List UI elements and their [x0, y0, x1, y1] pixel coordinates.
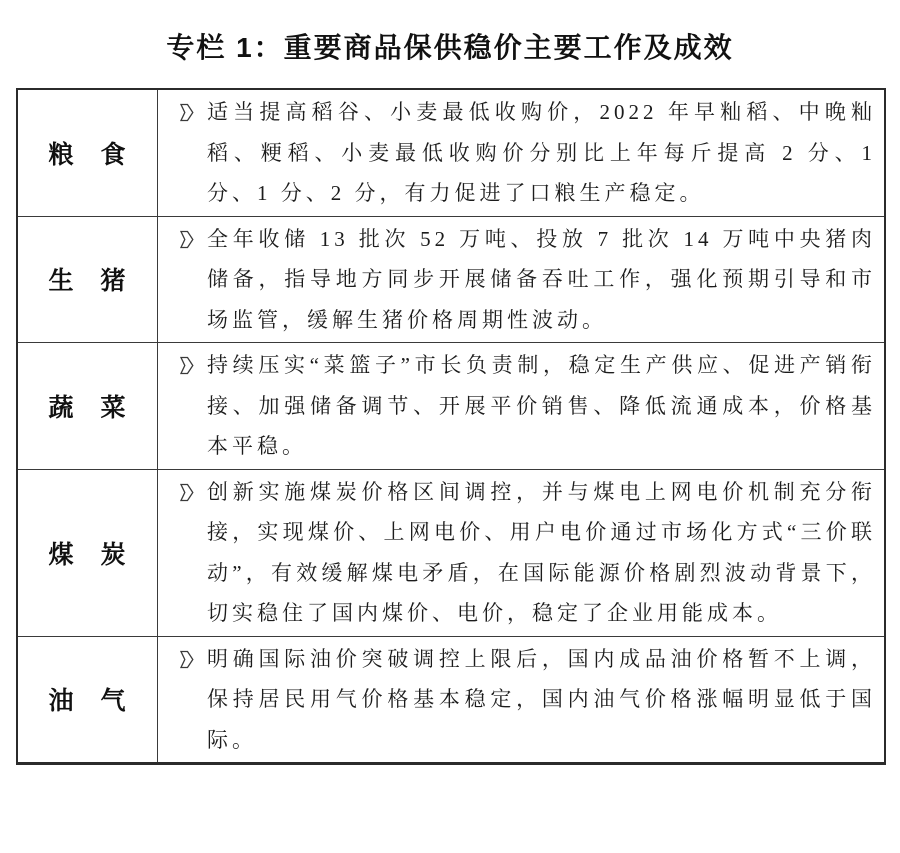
table-row	[18, 90, 884, 216]
row-label-cell	[18, 343, 158, 469]
row-label: 煤 炭	[48, 540, 127, 569]
row-label-cell	[18, 470, 158, 636]
flag-arrow-icon	[178, 355, 195, 376]
flag-arrow-icon	[178, 229, 195, 250]
row-label: 生 猪	[48, 267, 127, 296]
document-page	[0, 30, 900, 853]
row-label: 粮 食	[48, 140, 127, 169]
box-table	[16, 88, 886, 765]
row-text: 明确国际油价突破调控上限后，国内成品油价格暂不上调，保持居民用气价格基本稳定，国内油气价格涨幅明显低于国际。	[207, 646, 876, 752]
row-label-cell	[18, 217, 158, 343]
row-text: 创新实施煤炭价格区间调控，并与煤电上网电价机制充分衔接，实现煤价、上网电价、用户电价通过市场化方式“三价联动”，有效缓解煤电矛盾，在国际能源价格剧烈波动背景下，切实稳住了国内煤价、电价，稳定了企业用能成本。	[207, 479, 876, 625]
row-text: 持续压实“菜篮子”市长负责制，稳定生产供应、促进产销衔接、加强储备调节、开展平价销售、降低流通成本，价格基本平稳。	[207, 353, 876, 458]
row-label-cell	[18, 90, 158, 216]
table-row	[18, 636, 884, 763]
row-content-cell	[158, 217, 884, 343]
flag-arrow-icon	[178, 649, 195, 670]
row-content-cell	[158, 90, 884, 216]
row-content-cell	[158, 637, 884, 763]
row-label: 蔬 菜	[48, 393, 127, 422]
page-title: 专栏 1：重要商品保供稳价主要工作及成效	[166, 32, 734, 63]
flag-arrow-icon	[178, 102, 195, 123]
row-label: 油 气	[48, 687, 127, 716]
row-text: 全年收储 13 批次 52 万吨、投放 7 批次 14 万吨中央猪肉储备，指导地方同步开展储备吞吐工作，强化预期引导和市场监管，缓解生猪价格周期性波动。	[207, 226, 876, 332]
row-text: 适当提高稻谷、小麦最低收购价，2022 年早籼稻、中晚籼稻、粳稻、小麦最低收购价分别比上年每斤提高 2 分、1 分、1 分、2 分，有力促进了口粮生产稳定。	[207, 100, 876, 205]
table-row	[18, 216, 884, 343]
flag-arrow-icon	[178, 482, 195, 503]
row-content-cell	[158, 343, 884, 469]
row-label-cell	[18, 637, 158, 763]
row-content-cell	[158, 470, 884, 636]
table-row	[18, 342, 884, 469]
table-row	[18, 469, 884, 636]
